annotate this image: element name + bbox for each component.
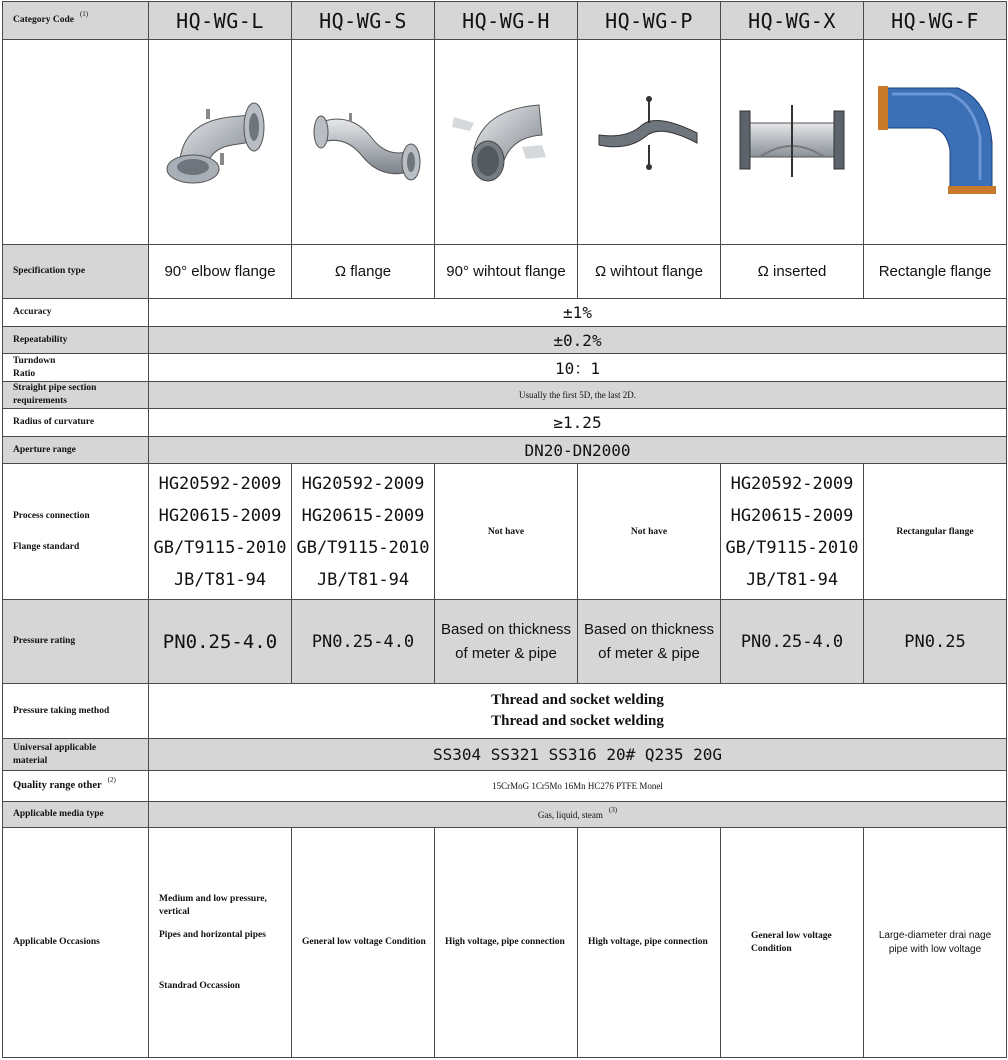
media-row (3, 802, 1007, 828)
straight-pipe-value: Usually the first 5D, the last 2D. (149, 382, 1007, 409)
straight-pipe-header: Straight pipe section requirements (3, 382, 149, 409)
pressure-cell: PN0.25-4.0 (149, 600, 292, 684)
code-cell: HQ-WG-L (149, 2, 292, 40)
quality-row (3, 771, 1007, 802)
spec-type-cell: 90° wihtout flange (435, 245, 578, 299)
pressure-rating-row (3, 600, 1007, 684)
elbow-flange-image (149, 40, 292, 245)
spec-type-cell: 90° elbow flange (149, 245, 292, 299)
flange-rectangular: Rectangular flange (864, 464, 1007, 600)
flange-none: Not have (578, 464, 721, 600)
straight-pipe-row (3, 382, 1007, 409)
spec-type-cell: Ω inserted (721, 245, 864, 299)
turndown-row (3, 354, 1007, 382)
omega-flange-image (292, 40, 435, 245)
accuracy-row (3, 299, 1007, 327)
omega-inserted-image (721, 40, 864, 245)
category-code-header: Category Code$^{(1)}$ (3, 2, 149, 40)
material-header: Universal applicable material (3, 739, 149, 771)
spec-type-header: Specification type (3, 245, 149, 299)
radius-row (3, 409, 1007, 437)
code-cell: HQ-WG-F (864, 2, 1007, 40)
spec-type-cell: Ω flange (292, 245, 435, 299)
flange-standard-list: HG20592-2009 HG20615-2009 GB/T9115-2010 JB/T81-94 (292, 464, 435, 600)
rectangle-flange-image (864, 40, 1007, 245)
occasion-cell: High voltage, pipe connection (578, 828, 721, 1058)
material-row (3, 739, 1007, 771)
flange-standard-list: HG20592-2009 HG20615-2009 GB/T9115-2010 JB/T81-94 (149, 464, 292, 600)
quality-header: Quality range other $^{(2)}$ (3, 771, 149, 802)
code-cell: HQ-WG-S (292, 2, 435, 40)
aperture-header: Aperture range (3, 437, 149, 464)
repeatability-value: ±0.2% (149, 327, 1007, 354)
occasions-header: Applicable Occasions (3, 828, 149, 1058)
code-cell: HQ-WG-P (578, 2, 721, 40)
quality-value: 15CrMoG 1Cr5Mo 16Mn HC276 PTFE Monel (149, 771, 1007, 802)
flange-standard-list: HG20592-2009 HG20615-2009 GB/T9115-2010 JB/T81-94 (721, 464, 864, 600)
pressure-rating-header: Pressure rating (3, 600, 149, 684)
aperture-value: DN20-DN2000 (149, 437, 1007, 464)
spec-type-row (3, 245, 1007, 299)
occasion-cell: General low voltage Condition (292, 828, 435, 1058)
specification-table (2, 1, 1007, 1058)
pressure-cell: PN0.25-4.0 (721, 600, 864, 684)
radius-value: ≥1.25 (149, 409, 1007, 437)
turndown-header: Turndown Ratio (3, 354, 149, 382)
pressure-cell: Based on thickness of meter & pipe (435, 600, 578, 684)
occasion-cell: Large-diameter drai nage pipe with low voltage (864, 828, 1007, 1058)
spec-type-cell: Ω wihtout flange (578, 245, 721, 299)
code-cell: HQ-WG-H (435, 2, 578, 40)
pressure-cell: PN0.25 (864, 600, 1007, 684)
elbow-no-flange-image (435, 40, 578, 245)
repeatability-header: Repeatability (3, 327, 149, 354)
occasion-cell: General low voltage Condition (721, 828, 864, 1058)
media-header: Applicable media type (3, 802, 149, 828)
pressure-taking-row (3, 684, 1007, 739)
pressure-taking-header: Pressure taking method (3, 684, 149, 739)
media-value: Gas, liquid, steam $^{(3)}$ (149, 802, 1007, 828)
accuracy-value: ±1% (149, 299, 1007, 327)
process-connection-row (3, 464, 1007, 600)
spec-type-cell: Rectangle flange (864, 245, 1007, 299)
material-value: SS304 SS321 SS316 20# Q235 20G (149, 739, 1007, 771)
pressure-cell: Based on thickness of meter & pipe (578, 600, 721, 684)
occasions-row (3, 828, 1007, 1058)
occasion-cell: High voltage, pipe connection (435, 828, 578, 1058)
pressure-taking-value: Thread and socket welding Thread and socket welding (149, 684, 1007, 739)
aperture-row (3, 437, 1007, 464)
radius-header: Radius of curvature (3, 409, 149, 437)
process-connection-header: Process connection Flange standard (3, 464, 149, 600)
pressure-cell: PN0.25-4.0 (292, 600, 435, 684)
category-code-row (3, 2, 1007, 40)
flange-none: Not have (435, 464, 578, 600)
image-row-header (3, 40, 149, 245)
occasion-cell: Medium and low pressure, vertical Pipes and horizontal pipes Standrad Occassion (149, 828, 292, 1058)
image-row (3, 40, 1007, 245)
turndown-value: 10：1 (149, 354, 1007, 382)
code-cell: HQ-WG-X (721, 2, 864, 40)
repeatability-row (3, 327, 1007, 354)
accuracy-header: Accuracy (3, 299, 149, 327)
omega-no-flange-image (578, 40, 721, 245)
